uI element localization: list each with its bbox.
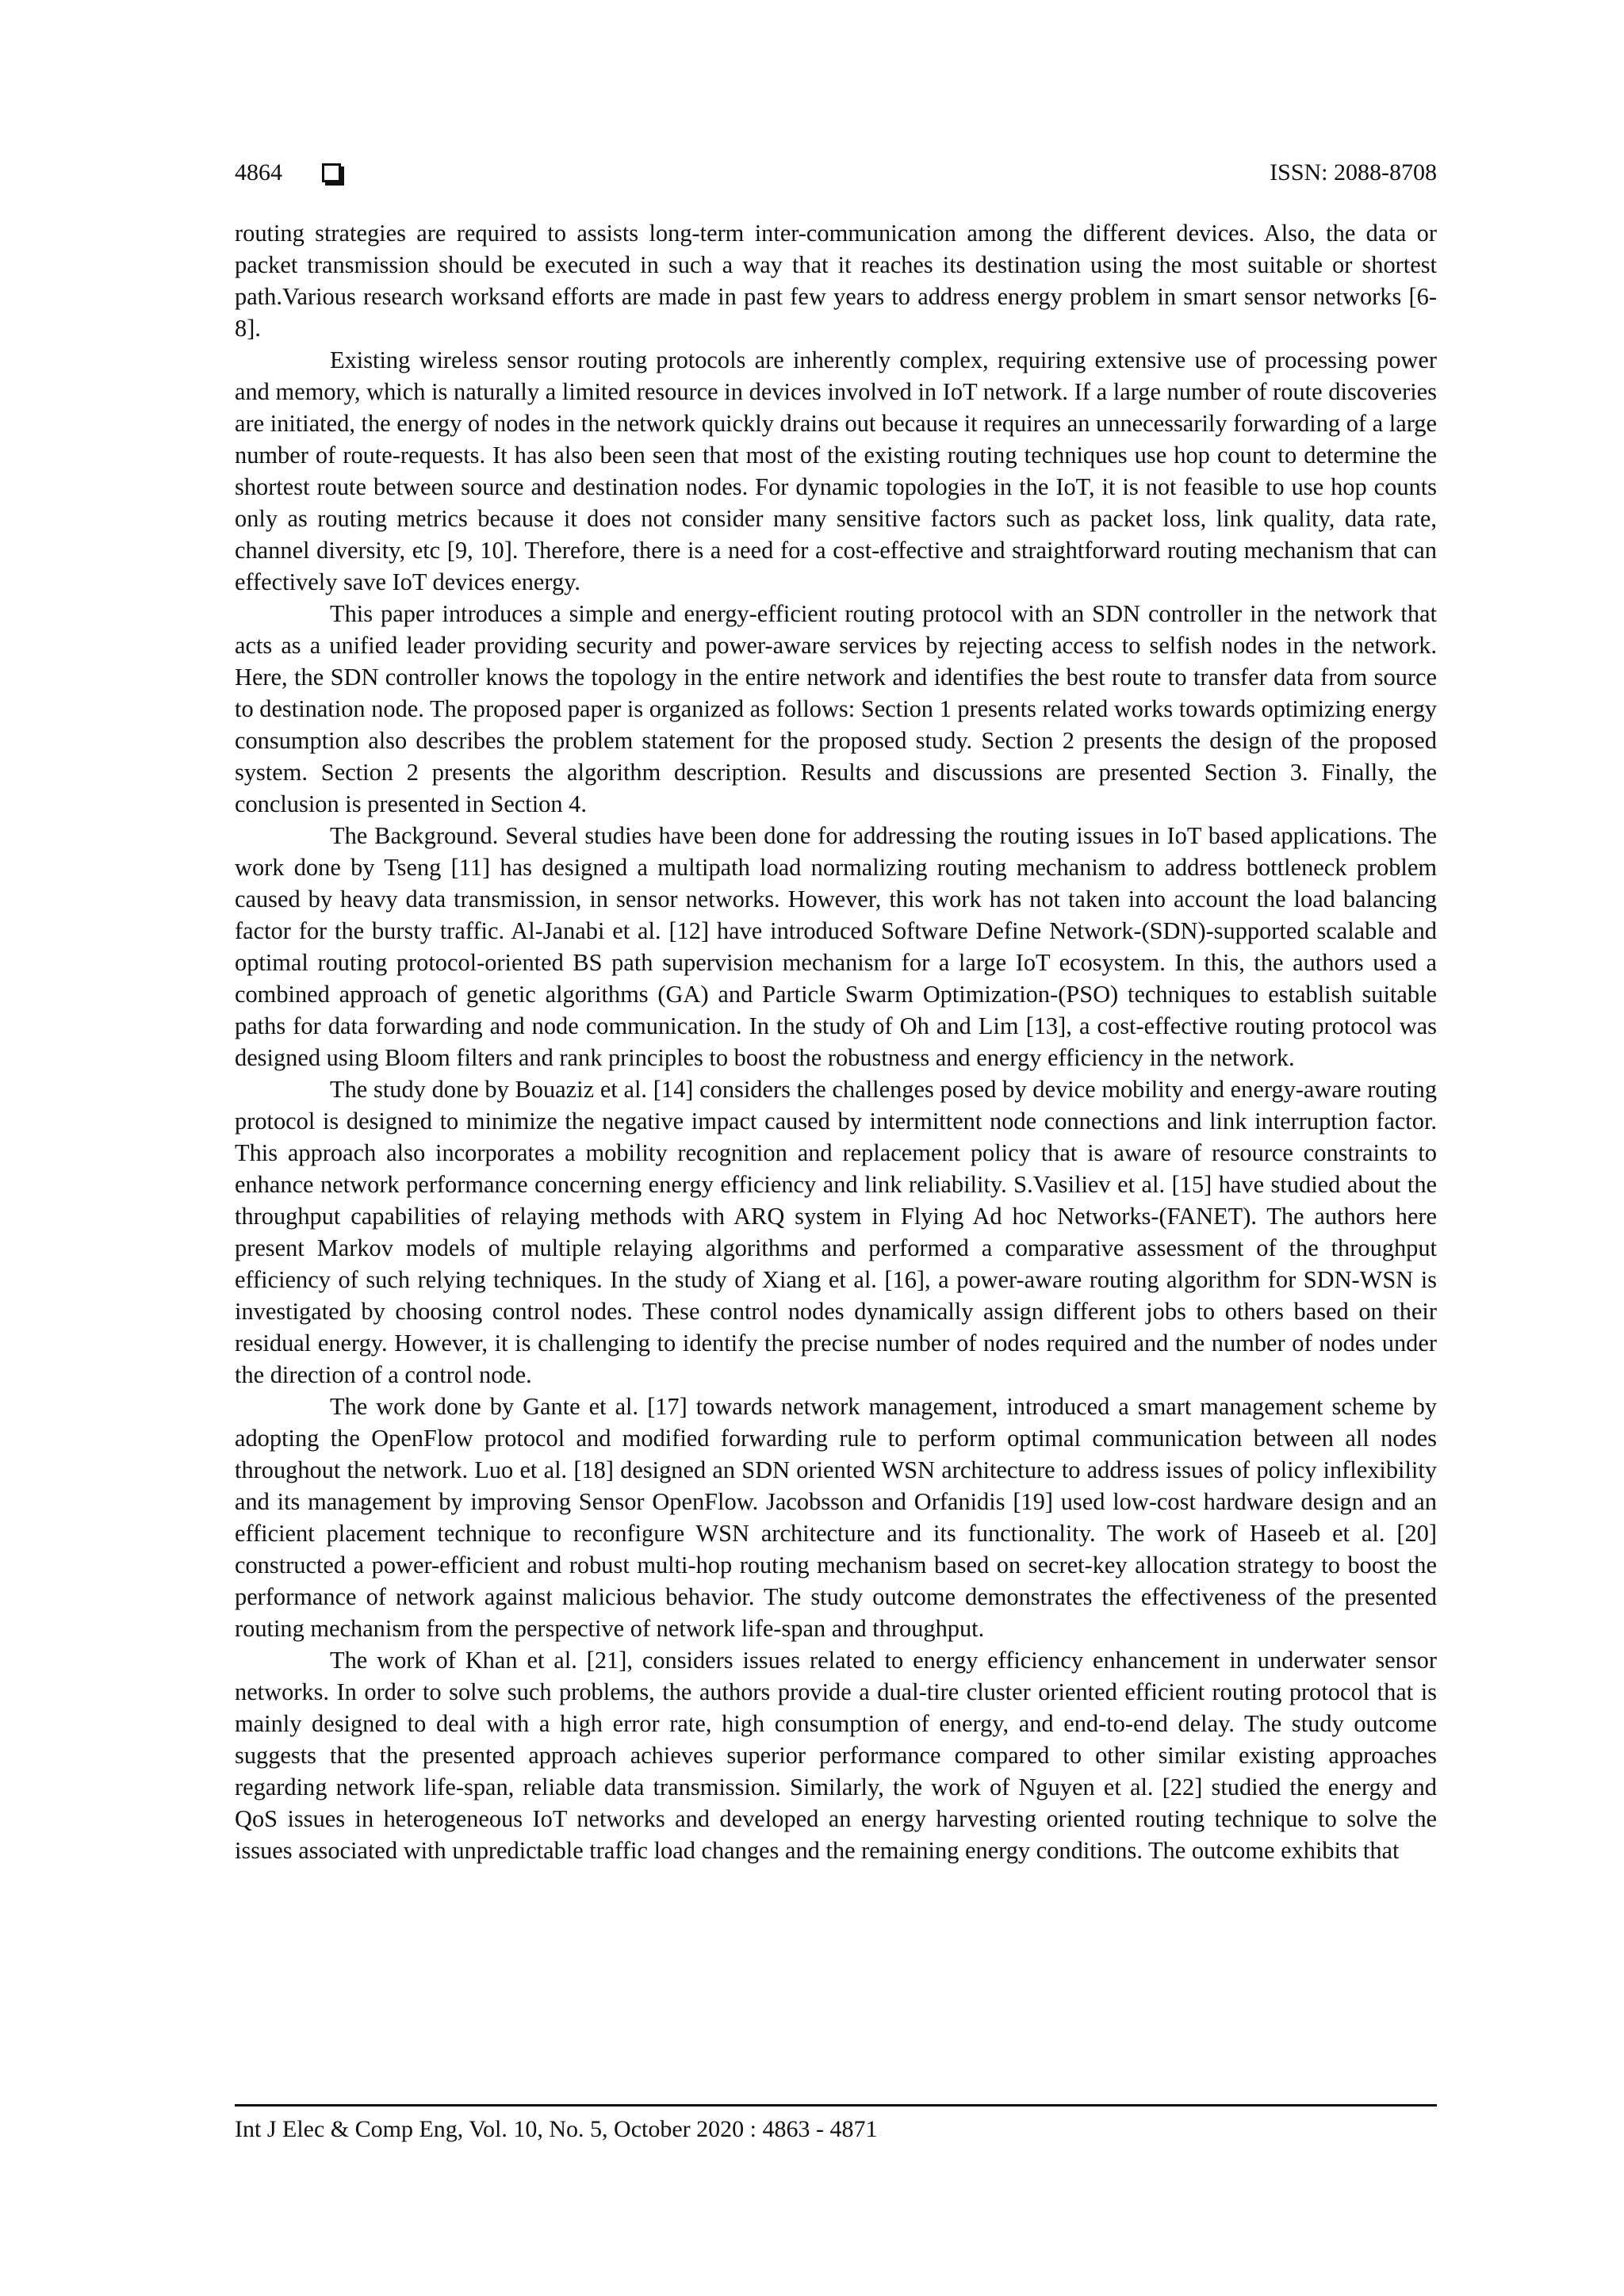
- paragraph: The work of Khan et al. [21], considers issues related to energy efficiency enhancement in underwater sensor networks. In order to solve such problems, the authors provide a dual-tire cluster oriented efficient routing protocol that is mainly designed to deal with a high error rate, high consumption of energy, and end-to-end delay. The study outcome suggests that the presented approach achieves superior performance compared to other similar existing approaches regarding network life-span, reliable data transmission. Similarly, the work of Nguyen et al. [22] studied the energy and QoS issues in heterogeneous IoT networks and developed an energy harvesting oriented routing technique to solve the issues associated with unpredictable traffic load changes and the remaining energy conditions. The outcome exhibits that: [235, 1647, 1437, 1864]
- paragraph: The study done by Bouaziz et al. [14] considers the challenges posed by device mobility and energy-aware routing protocol is designed to minimize the negative impact caused by intermittent node connections and link interruption factor. This approach also incorporates a mobility recognition and replacement policy that is aware of resource constraints to enhance network performance concerning energy efficiency and link reliability. S.Vasiliev et al. [15] have studied about the throughput capabilities of relaying methods with ARQ system in Flying Ad hoc Networks-(FANET). The authors here present Markov models of multiple relaying algorithms and performed a comparative assessment of the throughput efficiency of such relying techniques. In the study of Xiang et al. [16], a power-aware routing algorithm for SDN-WSN is investigated by choosing control nodes. These control nodes dynamically assign different jobs to others based on their residual energy. However, it is challenging to identify the precise number of nodes required and the number of nodes under the direction of a control node.: [235, 1076, 1437, 1388]
- paragraph: Existing wireless sensor routing protocols are inherently complex, requiring extensive use of processing power and memory, which is naturally a limited resource in devices involved in IoT network. If a large number of route discoveries are initiated, the energy of nodes in the network quickly drains out because it requires an unnecessarily forwarding of a large number of route-requests. It has also been seen that most of the existing routing techniques use hop count to determine the shortest route between source and destination nodes. For dynamic topologies in the IoT, it is not feasible to use hop counts only as routing metrics because it does not consider many sensitive factors such as packet loss, link quality, data rate, channel diversity, etc [9, 10]. Therefore, there is a need for a cost-effective and straightforward routing mechanism that can effectively save IoT devices energy.: [235, 346, 1437, 595]
- paragraph: This paper introduces a simple and energy-efficient routing protocol with an SDN controller in the network that acts as a unified leader providing security and power-aware services by rejecting access to selfish nodes in the network. Here, the SDN controller knows the topology in the entire network and identifies the best route to transfer data from source to destination node. The proposed paper is organized as follows: Section 1 presents related works towards optimizing energy consumption also describes the problem statement for the proposed study. Section 2 presents the design of the proposed system. Section 2 presents the algorithm description. Results and discussions are presented Section 3. Finally, the conclusion is presented in Section 4.: [235, 600, 1437, 817]
- footer-citation: Int J Elec & Comp Eng, Vol. 10, No. 5, October 2020 : 4863 - 4871: [235, 2116, 878, 2142]
- square-bullet-icon: [322, 163, 341, 182]
- footer-divider: [235, 2104, 1437, 2107]
- issn: ISSN: 2088-8708: [1270, 159, 1437, 186]
- paragraph: The Background. Several studies have been done for addressing the routing issues in IoT based applications. The work done by Tseng [11] has designed a multipath load normalizing routing mechanism to address bottleneck problem caused by heavy data transmission, in sensor networks. However, this work has not taken into account the load balancing factor for the bursty traffic. Al-Janabi et al. [12] have introduced Software Define Network-(SDN)-supported scalable and optimal routing protocol-oriented BS path supervision mechanism for a large IoT ecosystem. In this, the authors used a combined approach of genetic algorithms (GA) and Particle Swarm Optimization-(PSO) techniques to establish suitable paths for data forwarding and node communication. In the study of Oh and Lim [13], a cost-effective routing protocol was designed using Bloom filters and rank principles to boost the robustness and energy efficiency in the network.: [235, 822, 1437, 1071]
- paragraph: The work done by Gante et al. [17] towards network management, introduced a smart management scheme by adopting the OpenFlow protocol and modified forwarding rule to perform optimal communication between all nodes throughout the network. Luo et al. [18] designed an SDN oriented WSN architecture to address issues of policy inflexibility and its management by improving Sensor OpenFlow. Jacobsson and Orfanidis [19] used low-cost hardware design and an efficient placement technique to reconfigure WSN architecture and its functionality. The work of Haseeb et al. [20] constructed a power-efficient and robust multi-hop routing mechanism based on secret-key allocation strategy to boost the performance of network against malicious behavior. The study outcome demonstrates the effectiveness of the presented routing mechanism from the perspective of network life-span and throughput.: [235, 1393, 1437, 1642]
- page-number: 4864: [235, 159, 282, 186]
- paragraph-continued: routing strategies are required to assists long-term inter-communication among the different devices. Also, the data or packet transmission should be executed in such a way that it reaches its destination using the most suitable or shortest path.Various research worksand efforts are made in past few years to address energy problem in smart sensor networks [6-8].: [235, 220, 1437, 342]
- body-text: [235, 217, 1437, 1866]
- page-header: [235, 157, 1437, 192]
